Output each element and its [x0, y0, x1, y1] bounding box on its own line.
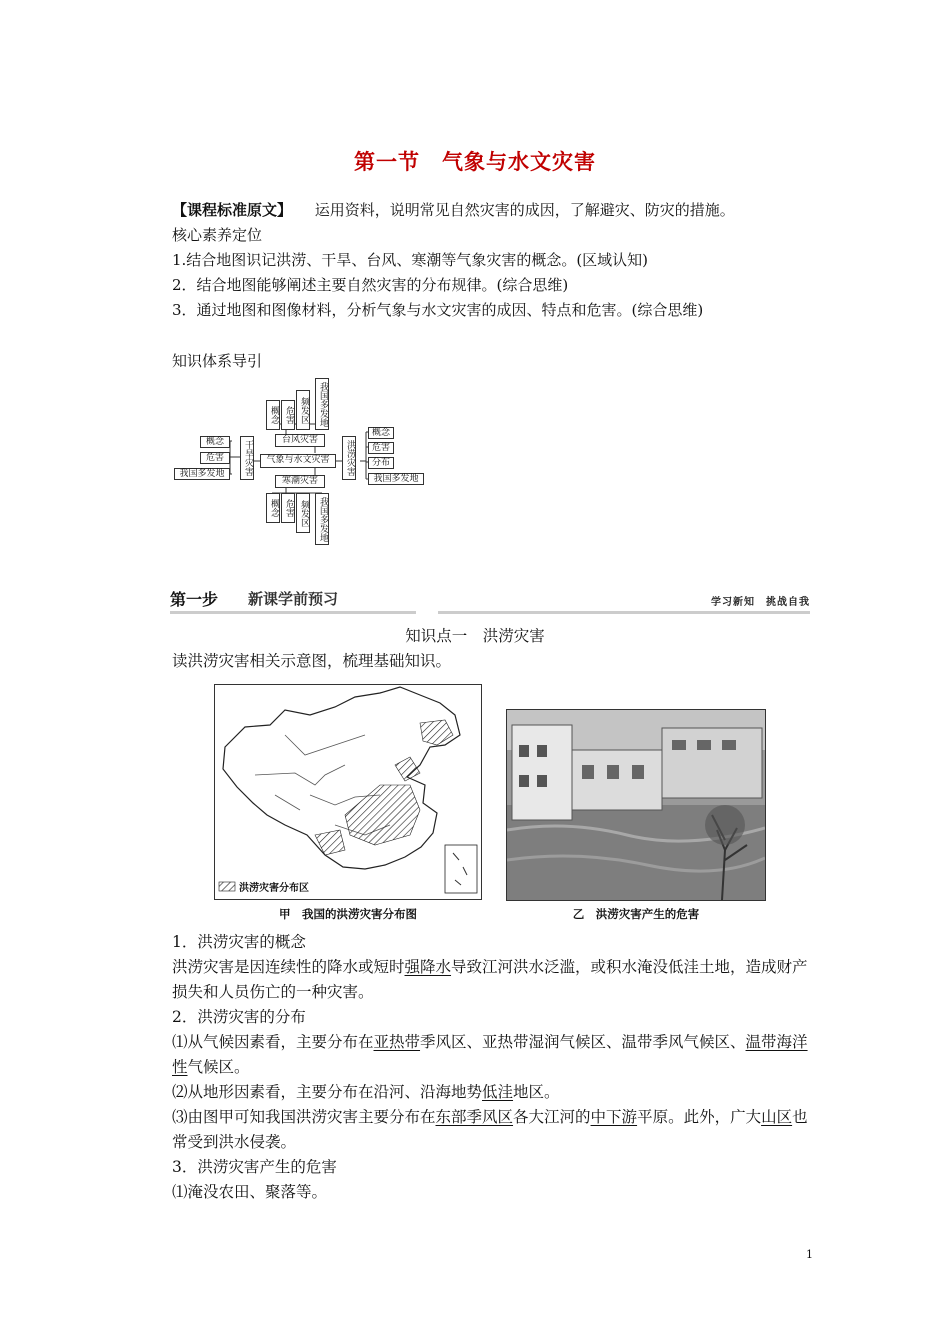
cold-zone-box: 频发区: [296, 493, 310, 533]
answer-blank: 中下游: [590, 1108, 638, 1126]
standard-text: 运用资料，说明常见自然灾害的成因，了解避灾、防灾的措施。: [314, 201, 735, 219]
core-item: 1.结合地图识记洪涝、干旱、台风、寒潮等气象灾害的概念。(区域认知): [172, 251, 649, 269]
instruction-text: 读洪涝灾害相关示意图，梳理基础知识。: [172, 652, 452, 670]
center-topic-box: 气象与水文灾害: [260, 454, 336, 468]
step-name: 新课学前预习: [248, 590, 339, 608]
cold-wave-disaster-box: 寒潮灾害: [275, 475, 325, 488]
flood-map-figure: [214, 684, 482, 900]
map-legend-label: 洪涝灾害分布区: [239, 883, 309, 894]
text-run: 导致江河洪水泛滥，或积水淹没低洼土地，造成财产损失和人员伤亡的一种灾害。: [172, 958, 808, 1001]
photo-caption: 乙 洪涝灾害产生的危害: [572, 907, 700, 921]
answer-blank: 东部季风区: [435, 1108, 514, 1126]
text-run: ⑶由图甲可知我国洪涝灾害主要分布在: [172, 1108, 436, 1126]
flood-china-box: 我国多发地: [368, 473, 424, 485]
section-2-heading: 2．洪涝灾害的分布: [172, 1008, 306, 1026]
section-1-heading: 1．洪涝灾害的概念: [172, 933, 306, 951]
drought-disaster-box: 干旱灾害: [240, 436, 254, 480]
typhoon-zone-box: 频发区: [296, 390, 310, 430]
section-2-item-1: [172, 1030, 815, 1080]
drought-harm-box: 危害: [200, 452, 230, 464]
flood-photo-image: [507, 710, 765, 900]
curriculum-standard: [172, 200, 735, 220]
text-run: 也常受到洪水侵袭。: [172, 1108, 808, 1151]
answer-blank: 强降水: [404, 958, 452, 976]
standard-label: 【课程标准原文】: [172, 201, 293, 219]
cold-china-box: 我国多发地: [315, 493, 329, 545]
flood-concept-box: 概念: [368, 427, 394, 439]
section-3-item-1: ⑴淹没农田、聚落等。: [172, 1183, 328, 1201]
typhoon-harm-box: 危害: [281, 400, 295, 430]
answer-blank: 温带海洋性: [172, 1033, 808, 1076]
cold-harm-box: 危害: [281, 493, 295, 523]
section-1-paragraph: [172, 955, 815, 1005]
text-run: 各大江河的: [513, 1108, 591, 1126]
knowledge-diagram: [172, 376, 432, 546]
typhoon-concept-box: 概念: [266, 400, 280, 430]
guide-heading: 知识体系导引: [172, 352, 263, 370]
drought-china-box: 我国多发地: [174, 468, 230, 480]
flood-photo-figure: [506, 709, 766, 901]
answer-blank: 亚热带: [373, 1033, 421, 1051]
core-item: 3．通过地图和图像材料，分析气象与水文灾害的成因、特点和危害。(综合思维): [172, 301, 704, 319]
step-tag: 学习新知 挑战自我: [711, 597, 810, 608]
core-heading: 核心素养定位: [172, 226, 263, 244]
text-run: 地区。: [513, 1083, 560, 1101]
typhoon-china-box: 我国多发地: [315, 378, 329, 430]
core-item: 2．结合地图能够阐述主要自然灾害的分布规律。(综合思维): [172, 276, 569, 294]
typhoon-disaster-box: 台风灾害: [275, 434, 325, 447]
china-map-image: [215, 685, 481, 899]
text-run: 季风区、亚热带湿润气候区、温带季风气候区、: [420, 1033, 746, 1051]
text-run: 气候区。: [187, 1058, 250, 1076]
step-number: 第一步: [170, 590, 219, 609]
text-run: ⑵从地形因素看，主要分布在沿河、沿海地势: [172, 1083, 483, 1101]
map-caption: 甲 我国的洪涝灾害分布图: [279, 907, 417, 921]
answer-blank: 山区: [761, 1108, 793, 1126]
flood-disaster-box: 洪涝灾害: [342, 436, 356, 480]
flood-distribution-box: 分布: [368, 457, 394, 469]
text-run: 洪涝灾害是因连续性的降水或短时: [172, 958, 405, 976]
section-2-item-2: [172, 1080, 815, 1105]
drought-concept-box: 概念: [200, 436, 230, 448]
cold-concept-box: 概念: [266, 493, 280, 523]
flood-harm-box: 危害: [368, 442, 394, 454]
step-banner: [170, 585, 810, 613]
answer-blank: 低洼: [482, 1083, 514, 1101]
section-3-heading: 3．洪涝灾害产生的危害: [172, 1158, 337, 1176]
text-run: ⑴从气候因素看，主要分布在: [172, 1033, 374, 1051]
section-2-item-3: [172, 1105, 815, 1155]
text-run: 平原。此外，广大: [637, 1108, 762, 1126]
page-number: 1: [806, 1248, 813, 1261]
page-title: 第一节 气象与水文灾害: [354, 150, 596, 174]
knowledge-point-heading: 知识点一 洪涝灾害: [405, 627, 545, 645]
